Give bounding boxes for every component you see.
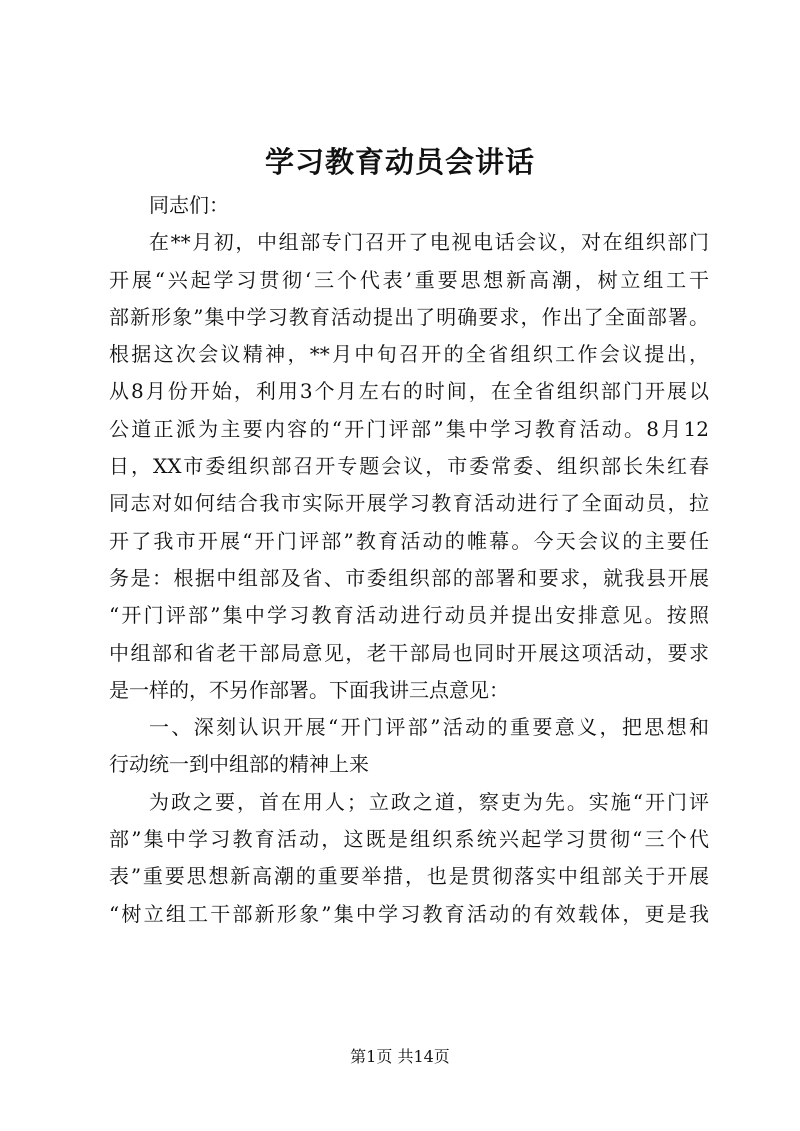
body-line: 公道正派为主要内容的“开门评部”集中学习教育活动。8月12 — [109, 416, 709, 441]
body-line: 开了我市开展“开门评部”教育活动的帷幕。今天会议的主要任 — [109, 528, 709, 553]
document-body — [109, 187, 709, 933]
body-line: 中组部和省老干部局意见，老干部局也同时开展这项活动，要求 — [109, 640, 709, 665]
page-number: 第1页 共14页 — [350, 1047, 450, 1066]
body-line: 为政之要，首在用人；立政之道，察吏为先。实施“开门评 — [149, 789, 709, 814]
body-line: “开门评部”集中学习教育活动进行动员并提出安排意见。按照 — [109, 603, 709, 628]
section-heading-line: 一、深刻认识开展“开门评部”活动的重要意义，把思想和 — [149, 715, 709, 740]
body-line: 从8月份开始，利用3个月左右的时间，在全省组织部门开展以 — [109, 379, 709, 404]
body-line: 表”重要思想新高潮的重要举措，也是贯彻落实中组部关于开展 — [109, 864, 709, 889]
body-line: 在**月初，中组部专门召开了电视电话会议，对在组织部门 — [149, 230, 709, 255]
body-line: 部新形象”集中学习教育活动提出了明确要求，作出了全面部署。 — [109, 304, 709, 329]
body-line: 开展“兴起学习贯彻‘三个代表’重要思想新高潮，树立组工干 — [109, 267, 709, 292]
body-line: 根据这次会议精神，**月中旬召开的全省组织工作会议提出， — [109, 342, 709, 367]
body-line: 部”集中学习教育活动，这既是组织系统兴起学习贯彻“三个代 — [109, 827, 709, 852]
body-line: 同志对如何结合我市实际开展学习教育活动进行了全面动员，拉 — [109, 491, 709, 516]
body-line: 务是：根据中组部及省、市委组织部的部署和要求，就我县开展 — [109, 565, 709, 590]
section-heading-line: 行动统一到中组部的精神上来 — [109, 752, 369, 777]
body-line: 日，XX市委组织部召开专题会议，市委常委、组织部长朱红春 — [109, 454, 709, 479]
document-title: 学习教育动员会讲话 — [264, 145, 535, 179]
body-line: 是一样的，不另作部署。下面我讲三点意见： — [109, 677, 509, 702]
body-line: “树立组工干部新形象”集中学习教育活动的有效载体，更是我 — [109, 901, 709, 926]
salutation: 同志们： — [149, 193, 229, 217]
